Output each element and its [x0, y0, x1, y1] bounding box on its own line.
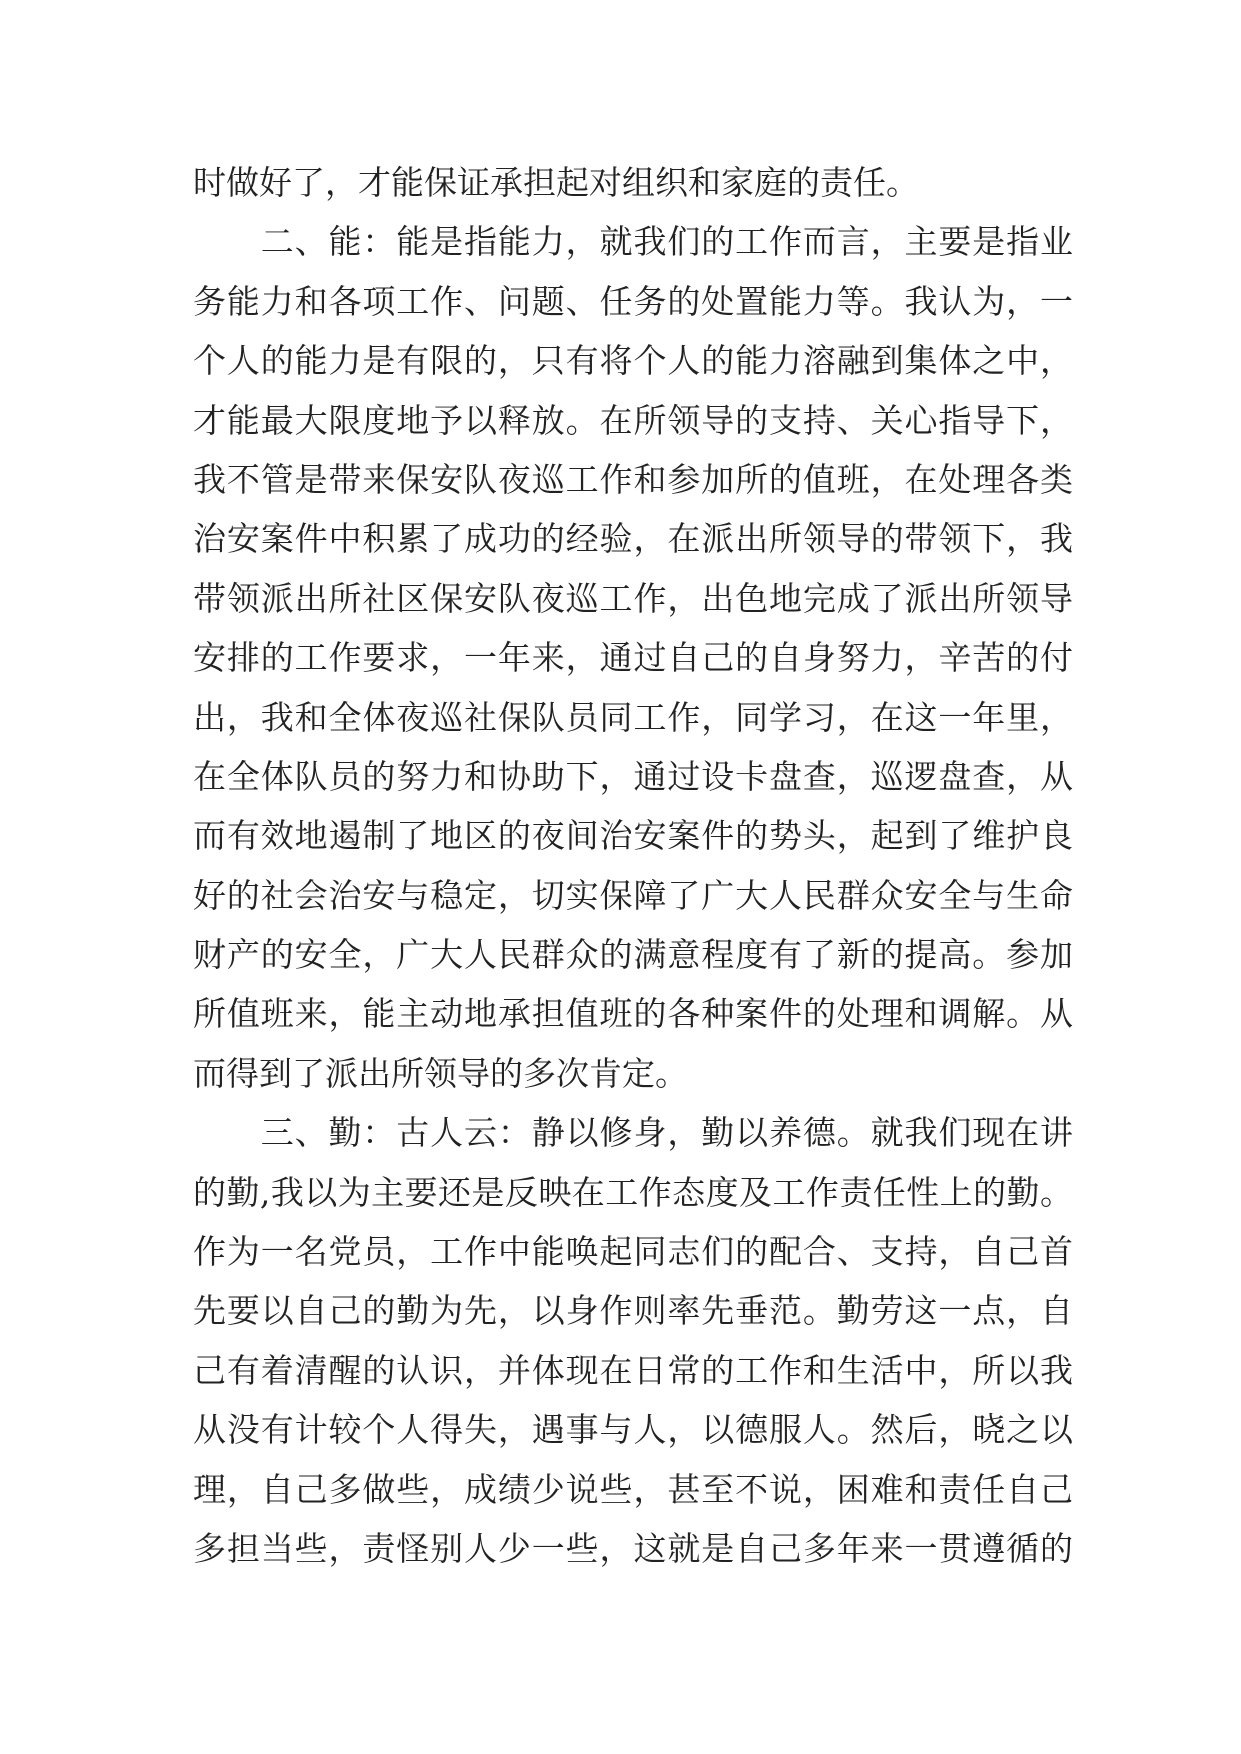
text-line: 多担当些，责怪别人少一些，这就是自己多年来一贯遵循的 [193, 1528, 1073, 1568]
text-line: 我不管是带来保安队夜巡工作和参加所的值班，在处理各类 [193, 459, 1073, 499]
text-line: 先要以自己的勤为先，以身作则率先垂范。勤劳这一点，自 [193, 1291, 1073, 1331]
text-line: 带领派出所社区保安队夜巡工作，出色地完成了派出所领导 [193, 578, 1073, 618]
text-line: 务能力和各项工作、问题、任务的处置能力等。我认为，一 [193, 281, 1073, 321]
text-line: 财产的安全，广大人民群众的满意程度有了新的提高。参加 [193, 935, 1073, 975]
text-line: 治安案件中积累了成功的经验，在派出所领导的带领下，我 [193, 519, 1073, 559]
body-text [193, 153, 1073, 1578]
text-line: 所值班来，能主动地承担值班的各种案件的处理和调解。从 [193, 994, 1073, 1034]
text-line: 在全体队员的努力和协助下，通过设卡盘查，巡逻盘查，从 [193, 756, 1073, 796]
text-line: 出，我和全体夜巡社保队员同工作，同学习，在这一年里， [193, 697, 1073, 737]
text-line: 理，自己多做些，成绩少说些，甚至不说，困难和责任自己 [193, 1469, 1073, 1509]
text-line: 三、勤：古人云：静以修身，勤以养德。就我们现在讲 [193, 1113, 1073, 1153]
text-line: 个人的能力是有限的，只有将个人的能力溶融到集体之中， [193, 341, 1073, 381]
text-line: 而得到了派出所领导的多次肯定。 [193, 1053, 688, 1093]
text-line: 才能最大限度地予以释放。在所领导的支持、关心指导下， [193, 400, 1073, 440]
text-line: 安排的工作要求，一年来，通过自己的自身努力，辛苦的付 [193, 638, 1073, 678]
text-line: 从没有计较个人得失，遇事与人，以德服人。然后，晓之以 [193, 1410, 1073, 1450]
text-line: 二、能：能是指能力，就我们的工作而言，主要是指业 [193, 222, 1073, 262]
text-line: 的勤,我以为主要还是反映在工作态度及工作责任性上的勤。 [193, 1172, 1073, 1212]
text-line: 己有着清醒的认识，并体现在日常的工作和生活中，所以我 [193, 1350, 1073, 1390]
text-line: 而有效地遏制了地区的夜间治安案件的势头，起到了维护良 [193, 816, 1073, 856]
text-line: 时做好了，才能保证承担起对组织和家庭的责任。 [193, 163, 919, 202]
text-line: 好的社会治安与稳定，切实保障了广大人民群众安全与生命 [193, 875, 1073, 915]
text-line: 作为一名党员，工作中能唤起同志们的配合、支持，自己首 [193, 1232, 1073, 1272]
